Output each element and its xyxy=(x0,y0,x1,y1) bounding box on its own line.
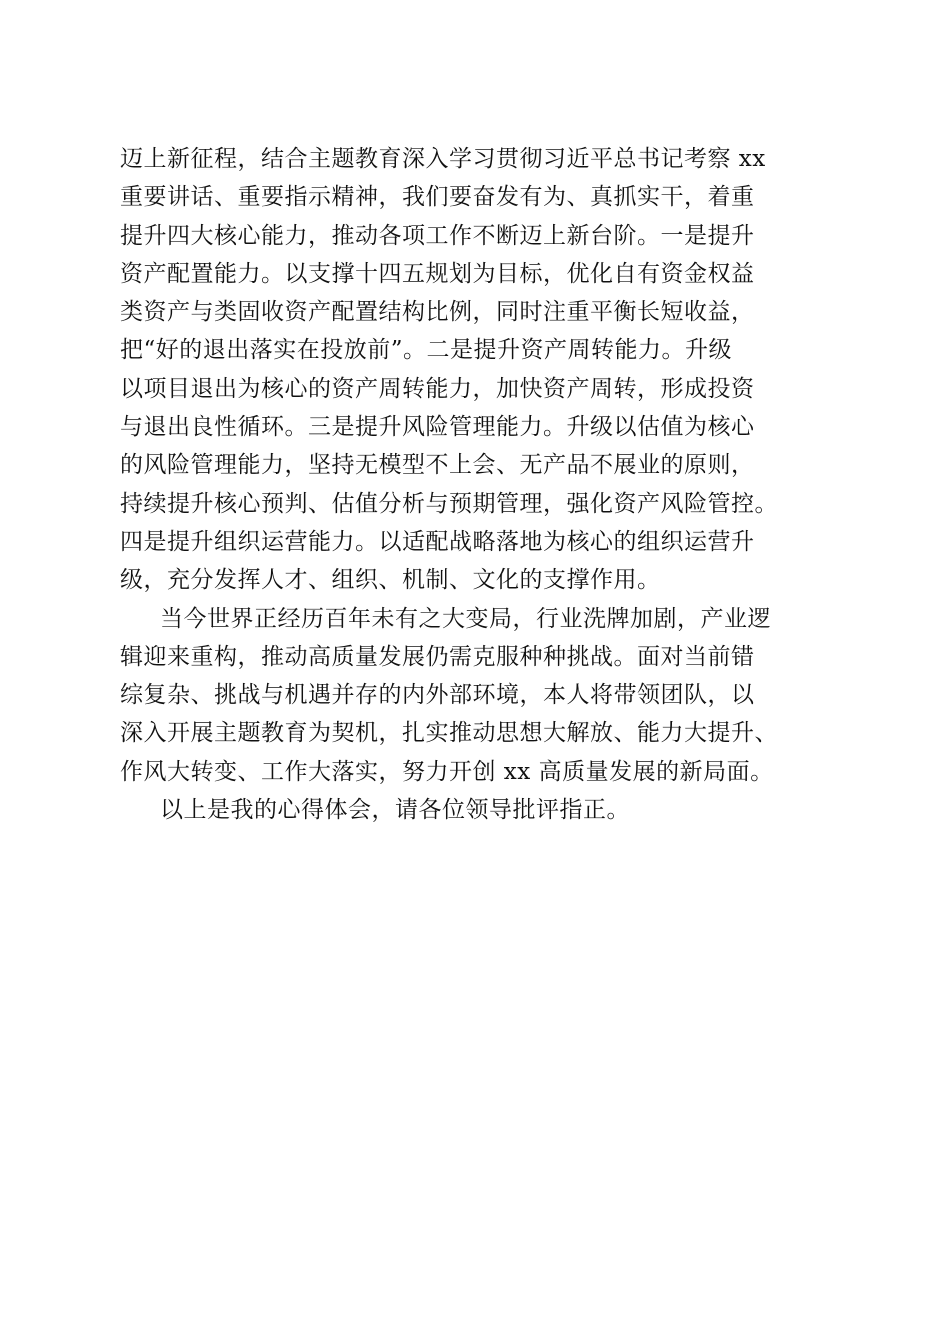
paragraph-line: 以项目退出为核心的资产周转能力，加快资产周转，形成投资 xyxy=(120,375,755,402)
paragraph-line: 级，充分发挥人才、组织、机制、文化的支撑作用。 xyxy=(120,567,661,594)
paragraph-line: 重要讲话、重要指示精神，我们要奋发有为、真抓实干，着重 xyxy=(120,184,755,211)
paragraph-line: 作风大转变、工作大落实，努力开创 xx 高质量发展的新局面。 xyxy=(120,758,774,785)
paragraph-line: 辑迎来重构，推动高质量发展仍需克服种种挑战。面对当前错 xyxy=(120,643,755,670)
paragraph-line: 与退出良性循环。三是提升风险管理能力。升级以估值为核心 xyxy=(120,414,755,441)
paragraph-outlook xyxy=(120,600,840,791)
paragraph-line: 综复杂、挑战与机遇并存的内外部环境，本人将带领团队，以 xyxy=(120,682,755,709)
paragraph-line: 提升四大核心能力，推动各项工作不断迈上新台阶。一是提升 xyxy=(120,222,755,249)
paragraph-line: 以上是我的心得体会，请各位领导批评指正。 xyxy=(160,797,630,824)
paragraph-action-plan xyxy=(120,140,840,600)
paragraph-line: 资产配置能力。以支撑十四五规划为目标，优化自有资金权益 xyxy=(120,260,755,287)
paragraph-line: 持续提升核心预判、估值分析与预期管理，强化资产风险管控。 xyxy=(120,490,778,517)
paragraph-line: 把“好的退出落实在投放前”。二是提升资产周转能力。升级 xyxy=(120,337,733,364)
paragraph-line: 类资产与类固收资产配置结构比例，同时注重平衡长短收益， xyxy=(120,299,755,326)
paragraph-line: 四是提升组织运营能力。以适配战略落地为核心的组织运营升 xyxy=(120,528,755,555)
paragraph-line: 深入开展主题教育为契机，扎实推动思想大解放、能力大提升、 xyxy=(120,720,778,747)
paragraph-line: 当今世界正经历百年未有之大变局，行业洗牌加剧，产业逻 xyxy=(160,605,771,632)
paragraph-closing xyxy=(120,791,840,829)
paragraph-line: 迈上新征程，结合主题教育深入学习贯彻习近平总书记考察 xx xyxy=(120,146,766,172)
paragraph-line: 的风险管理能力，坚持无模型不上会、无产品不展业的原则， xyxy=(120,452,755,479)
document-body xyxy=(120,140,840,829)
